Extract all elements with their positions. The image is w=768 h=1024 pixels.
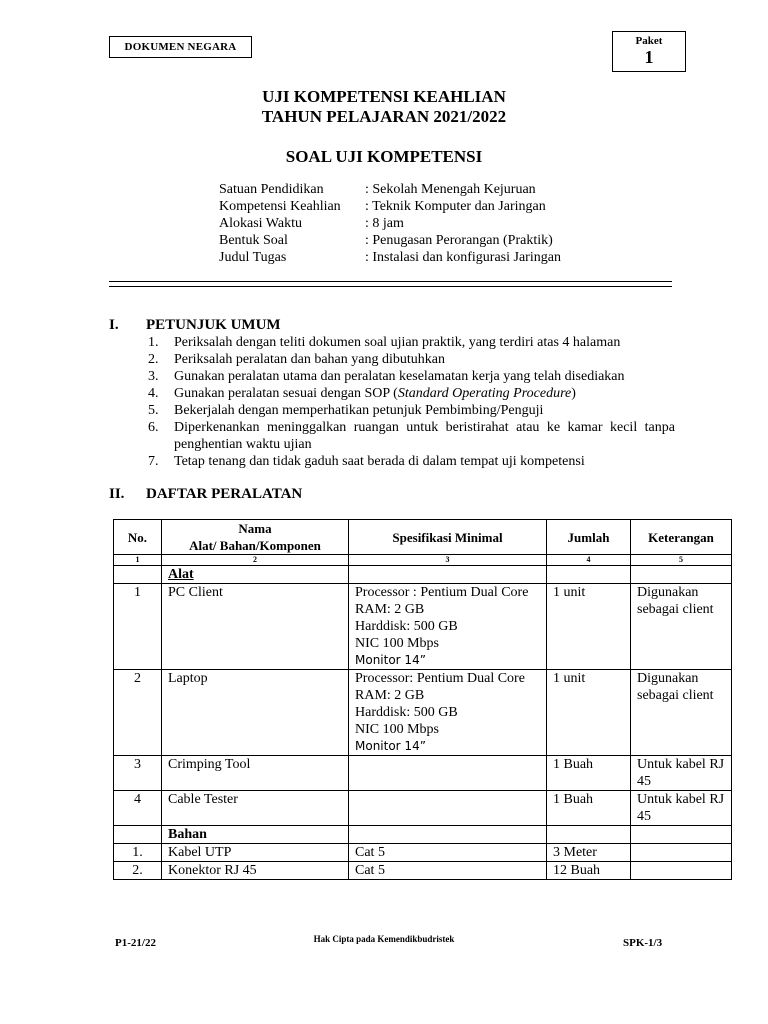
cell-jumlah: 1 Buah — [547, 756, 631, 791]
table-row — [114, 584, 732, 670]
list-item-text: Periksalah peralatan dan bahan yang dibutuhkan — [174, 352, 445, 367]
info-row — [219, 232, 561, 249]
info-key: Bentuk Soal — [219, 233, 288, 248]
cell-spec — [349, 791, 547, 826]
header-nama: Nama Alat/ Bahan/Komponen — [162, 520, 349, 555]
cell-no: 1. — [114, 844, 162, 862]
cell-nama: Kabel UTP — [162, 844, 349, 862]
column-number: 1 — [114, 555, 162, 566]
table-row — [114, 670, 732, 756]
footer-page: SPK-1/3 — [623, 937, 663, 949]
header-spesifikasi: Spesifikasi Minimal — [349, 520, 547, 555]
cell-nama: Crimping Tool — [162, 756, 349, 791]
cell-keterangan — [631, 862, 732, 880]
list-item — [148, 453, 675, 470]
info-row — [219, 198, 561, 215]
info-value: : Instalasi dan konfigurasi Jaringan — [365, 250, 561, 265]
cell-no: 2 — [114, 670, 162, 756]
exam-info-block — [219, 181, 561, 266]
list-item-number: 2. — [148, 352, 159, 367]
list-item — [148, 334, 675, 351]
sop-term: Standard Operating Procedure — [397, 386, 572, 401]
cell-jumlah: 12 Buah — [547, 862, 631, 880]
column-number: 4 — [547, 555, 631, 566]
info-value: : Penugasan Perorangan (Praktik) — [365, 233, 553, 248]
cell-keterangan: Untuk kabel RJ 45 — [631, 791, 732, 826]
title-line-2: TAHUN PELAJARAN 2021/2022 — [261, 107, 507, 126]
list-item-text: Gunakan peralatan utama dan peralatan keselamatan kerja yang telah disediakan — [174, 369, 625, 384]
cell-keterangan: Untuk kabel RJ 45 — [631, 756, 732, 791]
group-row-bahan — [114, 826, 732, 844]
cell-nama: PC Client — [162, 584, 349, 670]
column-number: 3 — [349, 555, 547, 566]
list-item-number: 3. — [148, 369, 159, 384]
section-number: I. — [109, 317, 119, 333]
section-title: DAFTAR PERALATAN — [146, 486, 303, 502]
header-jumlah: Jumlah — [547, 520, 631, 555]
info-value: : 8 jam — [365, 216, 404, 231]
document-classification-badge: DOKUMEN NEGARA — [109, 36, 252, 58]
info-value: : Teknik Komputer dan Jaringan — [365, 199, 546, 214]
cell-jumlah: 3 Meter — [547, 844, 631, 862]
info-value: : Sekolah Menengah Kejuruan — [365, 182, 536, 197]
cell-jumlah: 1 Buah — [547, 791, 631, 826]
cell-no: 1 — [114, 584, 162, 670]
section-heading-petunjuk — [109, 317, 281, 334]
cell-jumlah: 1 unit — [547, 670, 631, 756]
instruction-list — [148, 334, 675, 470]
column-number: 2 — [162, 555, 349, 566]
cell-no: 2. — [114, 862, 162, 880]
column-number: 5 — [631, 555, 732, 566]
info-row — [219, 215, 561, 232]
cell-spec: Cat 5 — [349, 844, 547, 862]
group-label: Bahan — [162, 826, 349, 844]
list-item-number: 4. — [148, 386, 159, 401]
footer-code: P1-21/22 — [115, 937, 156, 949]
header-no: No. — [114, 520, 162, 555]
table-header-row — [114, 520, 732, 555]
table-row — [114, 844, 732, 862]
paket-number: 1 — [644, 47, 654, 67]
title-line-3: SOAL UJI KOMPETENSI — [285, 147, 483, 166]
list-item-number: 7. — [148, 454, 159, 469]
equipment-table — [113, 519, 732, 880]
double-rule-top — [109, 281, 672, 282]
cell-no: 4 — [114, 791, 162, 826]
paket-box — [612, 31, 686, 72]
info-key: Satuan Pendidikan — [219, 182, 324, 197]
column-number-row — [114, 555, 732, 566]
cell-spec: Cat 5 — [349, 862, 547, 880]
list-item — [148, 419, 675, 453]
cell-nama: Cable Tester — [162, 791, 349, 826]
cell-spec — [349, 756, 547, 791]
cell-jumlah: 1 unit — [547, 584, 631, 670]
list-item-number: 1. — [148, 335, 159, 350]
list-item — [148, 385, 675, 402]
info-row — [219, 249, 561, 266]
table-row — [114, 862, 732, 880]
list-item-text: Gunakan peralatan sesuai dengan SOP (Standard Operating Procedure) — [174, 386, 576, 401]
double-rule-bottom — [109, 286, 672, 287]
cell-spec: Processor : Pentium Dual Core RAM: 2 GB Harddisk: 500 GB NIC 100 Mbps Monitor 14” — [349, 584, 547, 670]
cell-nama: Konektor RJ 45 — [162, 862, 349, 880]
list-item-text: Tetap tenang dan tidak gaduh saat berada di dalam tempat uji kompetensi — [174, 454, 585, 469]
info-key: Kompetensi Keahlian — [219, 199, 341, 214]
list-item-text: Diperkenankan meninggalkan ruangan untuk beristirahat atau ke kamar kecil tanpa penghentian waktu ujian — [174, 420, 675, 452]
title-line-1: UJI KOMPETENSI KEAHLIAN — [262, 87, 506, 106]
cell-keterangan: Digunakan sebagai client — [631, 670, 732, 756]
group-label: Alat — [162, 566, 349, 584]
cell-keterangan — [631, 844, 732, 862]
info-key: Alokasi Waktu — [219, 216, 302, 231]
section-heading-daftar-peralatan — [109, 486, 302, 503]
table-row — [114, 791, 732, 826]
info-key: Judul Tugas — [219, 250, 287, 265]
list-item — [148, 402, 675, 419]
cell-keterangan: Digunakan sebagai client — [631, 584, 732, 670]
cell-spec: Processor: Pentium Dual Core RAM: 2 GB Harddisk: 500 GB NIC 100 Mbps Monitor 14” — [349, 670, 547, 756]
cell-no: 3 — [114, 756, 162, 791]
table-row — [114, 756, 732, 791]
footer-copyright: Hak Cipta pada Kemendikbudristek — [313, 934, 455, 944]
cell-nama: Laptop — [162, 670, 349, 756]
list-item — [148, 351, 675, 368]
list-item-number: 5. — [148, 403, 159, 418]
list-item-text: Bekerjalah dengan memperhatikan petunjuk Pembimbing/Penguji — [174, 403, 544, 418]
section-title: PETUNJUK UMUM — [146, 317, 281, 333]
group-row-alat — [114, 566, 732, 584]
list-item — [148, 368, 675, 385]
section-number: II. — [109, 486, 125, 502]
list-item-number: 6. — [148, 420, 159, 435]
paket-label: Paket — [635, 35, 663, 47]
list-item-text: Periksalah dengan teliti dokumen soal ujian praktik, yang terdiri atas 4 halaman — [174, 335, 621, 350]
info-row — [219, 181, 561, 198]
header-keterangan: Keterangan — [631, 520, 732, 555]
